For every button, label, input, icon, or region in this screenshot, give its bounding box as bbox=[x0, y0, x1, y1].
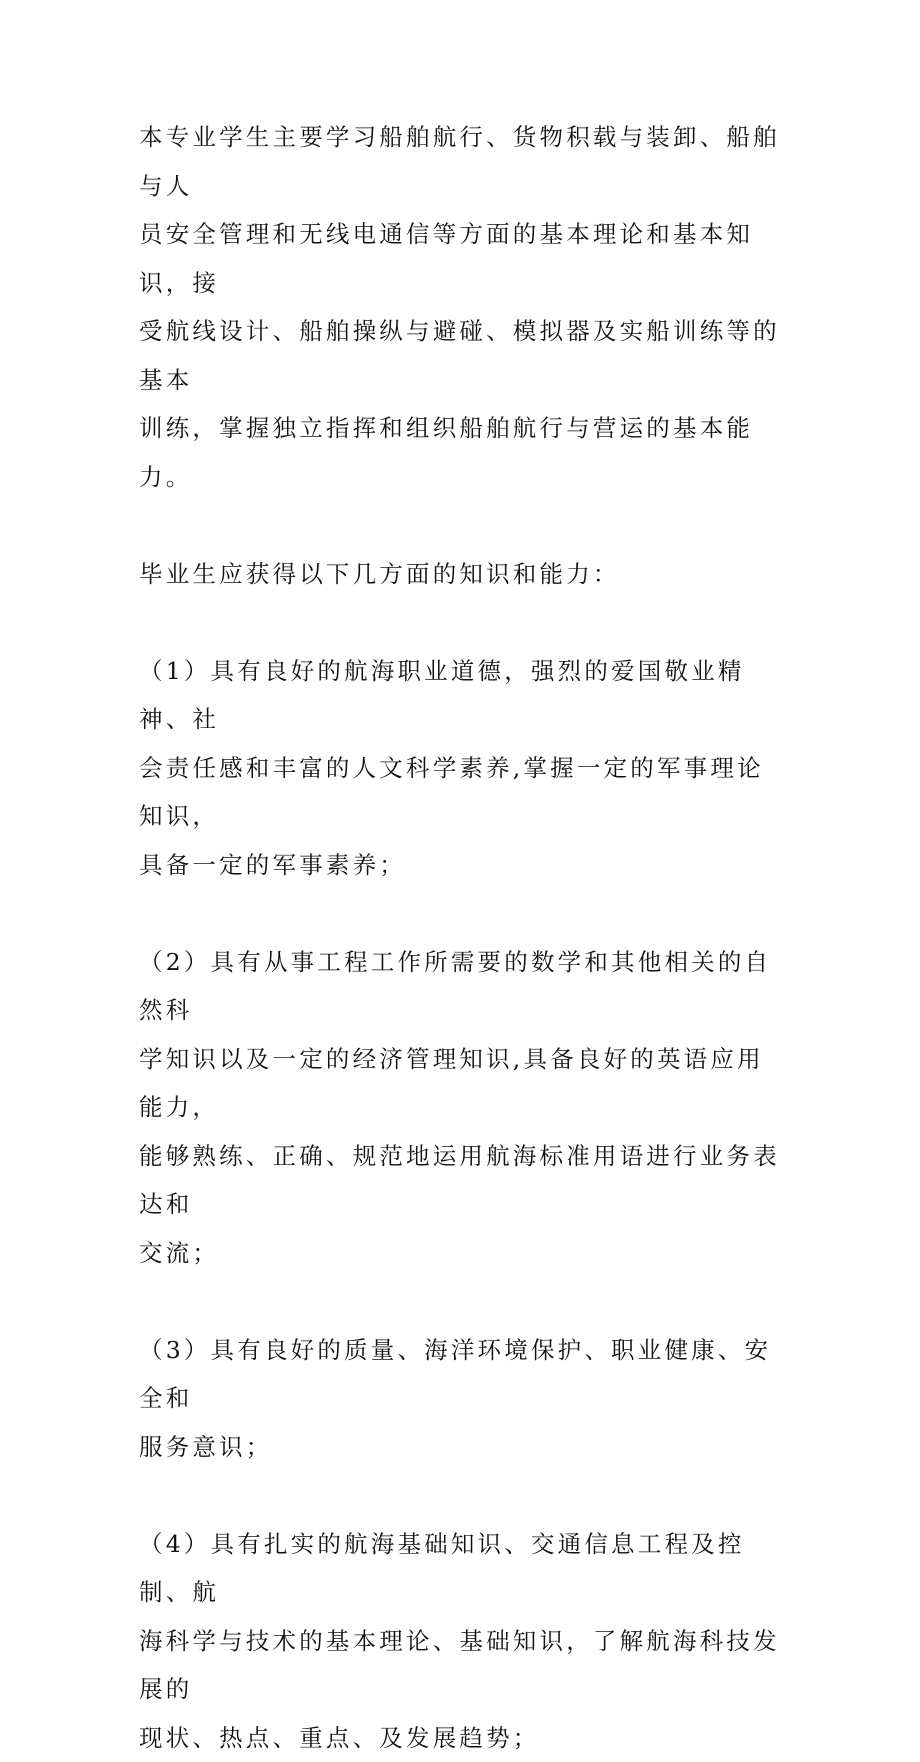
paragraph-gap bbox=[139, 889, 784, 938]
requirement-item-3: （3）具有良好的质量、海洋环境保护、职业健康、安全和 服务意识； bbox=[139, 1326, 784, 1472]
requirements-heading: 毕业生应获得以下几方面的知识和能力： bbox=[139, 550, 784, 599]
document-body bbox=[139, 113, 784, 1762]
paragraph-gap bbox=[139, 598, 784, 647]
paragraph-gap bbox=[139, 1471, 784, 1520]
requirement-item-1: （1）具有良好的航海职业道德，强烈的爱国敬业精神、社 会责任感和丰富的人文科学素养,掌握一定的军事理论知识， 具备一定的军事素养； bbox=[139, 647, 784, 890]
paragraph-gap bbox=[139, 1277, 784, 1326]
intro-paragraph: 本专业学生主要学习船舶航行、货物积载与装卸、船舶与人 员安全管理和无线电通信等方面的基本理论和基本知识，接 受航线设计、船舶操纵与避碰、模拟器及实船训练等的基本 训练，掌握独立指挥和组织船舶航行与营运的基本能力。 bbox=[139, 113, 784, 501]
requirement-item-4: （4）具有扎实的航海基础知识、交通信息工程及控制、航 海科学与技术的基本理论、基础知识，了解航海科技发展的 现状、热点、重点、及发展趋势； bbox=[139, 1520, 784, 1762]
paragraph-gap bbox=[139, 501, 784, 550]
requirement-item-2: （2）具有从事工程工作所需要的数学和其他相关的自然科 学知识以及一定的经济管理知识,具备良好的英语应用能力， 能够熟练、正确、规范地运用航海标准用语进行业务表达和 交流； bbox=[139, 938, 784, 1278]
